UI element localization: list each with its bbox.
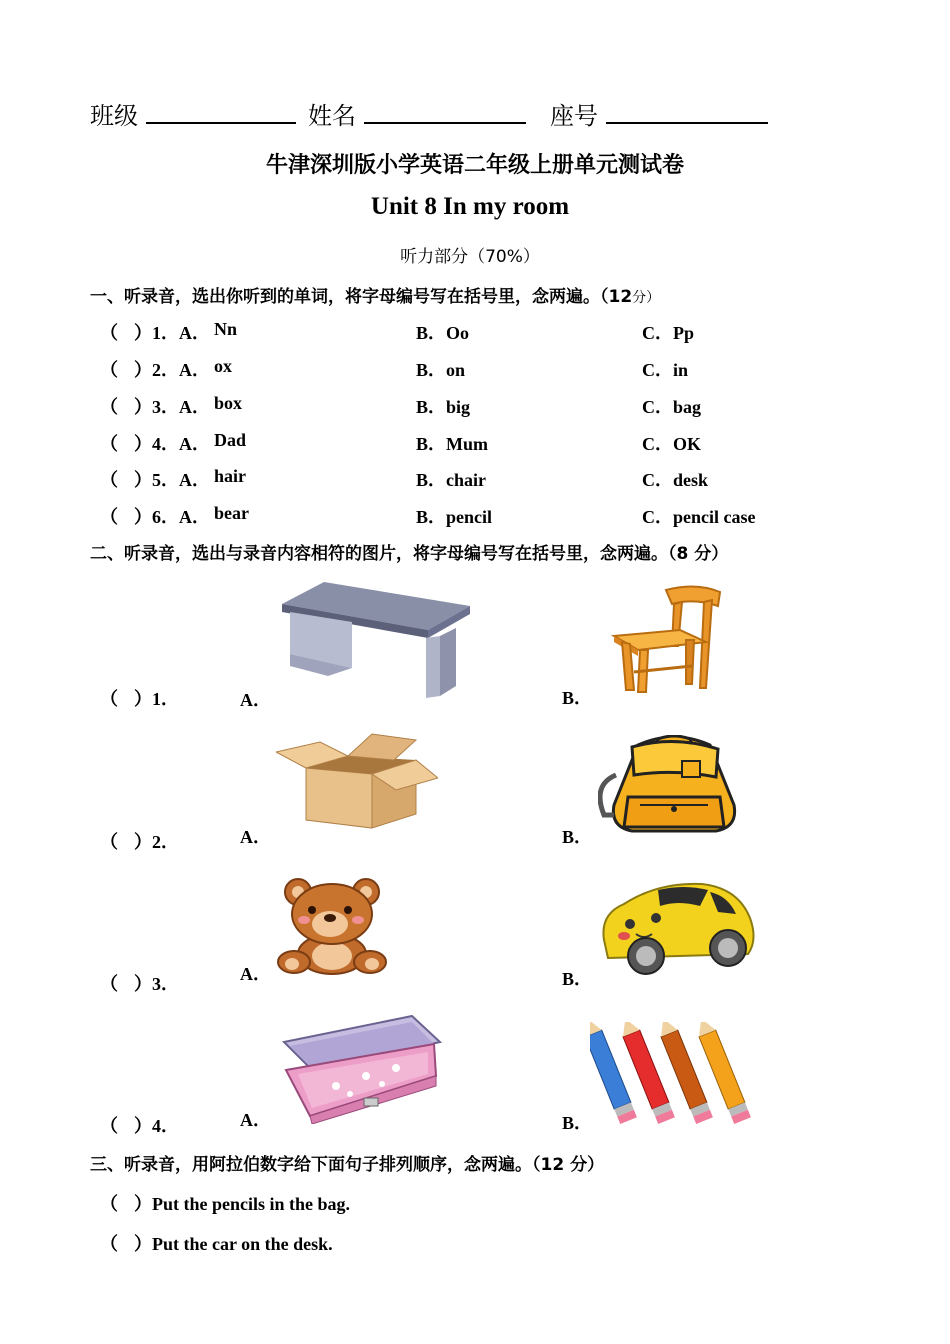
seat-blank[interactable] xyxy=(606,100,768,124)
page-subtitle: Unit 8 In my room xyxy=(370,193,570,220)
question-number: ）1．A． xyxy=(134,323,210,343)
option-a: ox xyxy=(214,356,232,376)
option-c: C．OK xyxy=(642,434,702,454)
car-image xyxy=(598,878,758,978)
sentence-item: ）Put the car on the desk. xyxy=(134,1234,333,1254)
question-number: ）1． xyxy=(134,689,179,709)
option-a: hair xyxy=(214,466,247,486)
answer-paren[interactable]: （ xyxy=(100,974,118,994)
bag-image xyxy=(598,735,750,835)
desk-image xyxy=(278,582,473,700)
option-b: B．big xyxy=(416,397,471,417)
question-number: ）2． xyxy=(134,832,179,852)
answer-paren[interactable]: （ xyxy=(100,1194,118,1214)
option-a-label: A． xyxy=(240,1110,271,1130)
pencil-case-image xyxy=(276,1012,444,1124)
answer-paren[interactable]: （ xyxy=(100,1234,118,1254)
option-b-label: B． xyxy=(562,969,593,989)
option-c: C．desk xyxy=(642,470,709,490)
page-title: 牛津深圳版小学英语二年级上册单元测试卷 xyxy=(265,153,684,178)
option-b-label: B． xyxy=(562,827,593,847)
name-blank[interactable] xyxy=(364,100,526,124)
option-b: B．on xyxy=(416,360,466,380)
seat-field xyxy=(550,96,768,131)
question-number: ）6．A． xyxy=(134,507,210,527)
answer-paren[interactable]: （ xyxy=(100,434,118,454)
section3-instruction: 三、听录音，用阿拉伯数字给下面句子排列顺序，念两遍。（12 分） xyxy=(90,1155,605,1175)
section1-score: 分） xyxy=(632,290,661,306)
name-label: 姓名 xyxy=(308,102,356,130)
option-a-label: A． xyxy=(240,827,271,847)
option-b-label: B． xyxy=(562,1113,593,1133)
answer-paren[interactable]: （ xyxy=(100,1116,118,1136)
option-b: B．Oo xyxy=(416,323,470,343)
option-a: box xyxy=(214,393,243,413)
section2-instruction: 二、听录音，选出与录音内容相符的图片，将字母编号写在括号里，念两遍。（8 分） xyxy=(90,544,729,564)
answer-paren[interactable]: （ xyxy=(100,360,118,380)
answer-paren[interactable]: （ xyxy=(100,832,118,852)
chair-image xyxy=(608,584,728,694)
class-label: 班级 xyxy=(90,102,138,130)
box-image xyxy=(276,730,438,830)
option-a: Nn xyxy=(214,319,238,339)
question-number: ）4．A． xyxy=(134,434,210,454)
part-heading: 听力部分（70%） xyxy=(400,247,540,267)
option-c: C．in xyxy=(642,360,689,380)
answer-paren[interactable]: （ xyxy=(100,397,118,417)
seat-label: 座号 xyxy=(550,102,598,130)
answer-paren[interactable]: （ xyxy=(100,470,118,490)
option-b: B．pencil xyxy=(416,507,493,527)
question-number: ）2．A． xyxy=(134,360,210,380)
option-b: B．Mum xyxy=(416,434,488,454)
answer-paren[interactable]: （ xyxy=(100,689,118,709)
question-number: ）4． xyxy=(134,1116,179,1136)
class-blank[interactable] xyxy=(146,100,296,124)
option-b-label: B． xyxy=(562,688,593,708)
question-number: ）5．A． xyxy=(134,470,210,490)
answer-paren[interactable]: （ xyxy=(100,507,118,527)
answer-paren[interactable]: （ xyxy=(100,323,118,343)
option-a-label: A． xyxy=(240,964,271,984)
option-a-label: A． xyxy=(240,690,271,710)
option-a: bear xyxy=(214,503,249,523)
question-number: ）3． xyxy=(134,974,179,994)
sentence-item: ）Put the pencils in the bag. xyxy=(134,1194,351,1214)
question-number: ）3．A． xyxy=(134,397,210,417)
option-a: Dad xyxy=(214,430,247,450)
bear-image xyxy=(276,876,388,976)
section1-instruction xyxy=(90,282,660,307)
option-c: C．Pp xyxy=(642,323,695,343)
class-field xyxy=(90,96,296,131)
option-b: B．chair xyxy=(416,470,486,490)
name-field xyxy=(308,96,526,131)
pencils-image xyxy=(590,1022,752,1126)
option-c: C．pencil case xyxy=(642,507,756,527)
option-c: C．bag xyxy=(642,397,702,417)
section1-instruction-text: 一、听录音，选出你听到的单词，将字母编号写在括号里，念两遍。（12 xyxy=(90,287,633,307)
